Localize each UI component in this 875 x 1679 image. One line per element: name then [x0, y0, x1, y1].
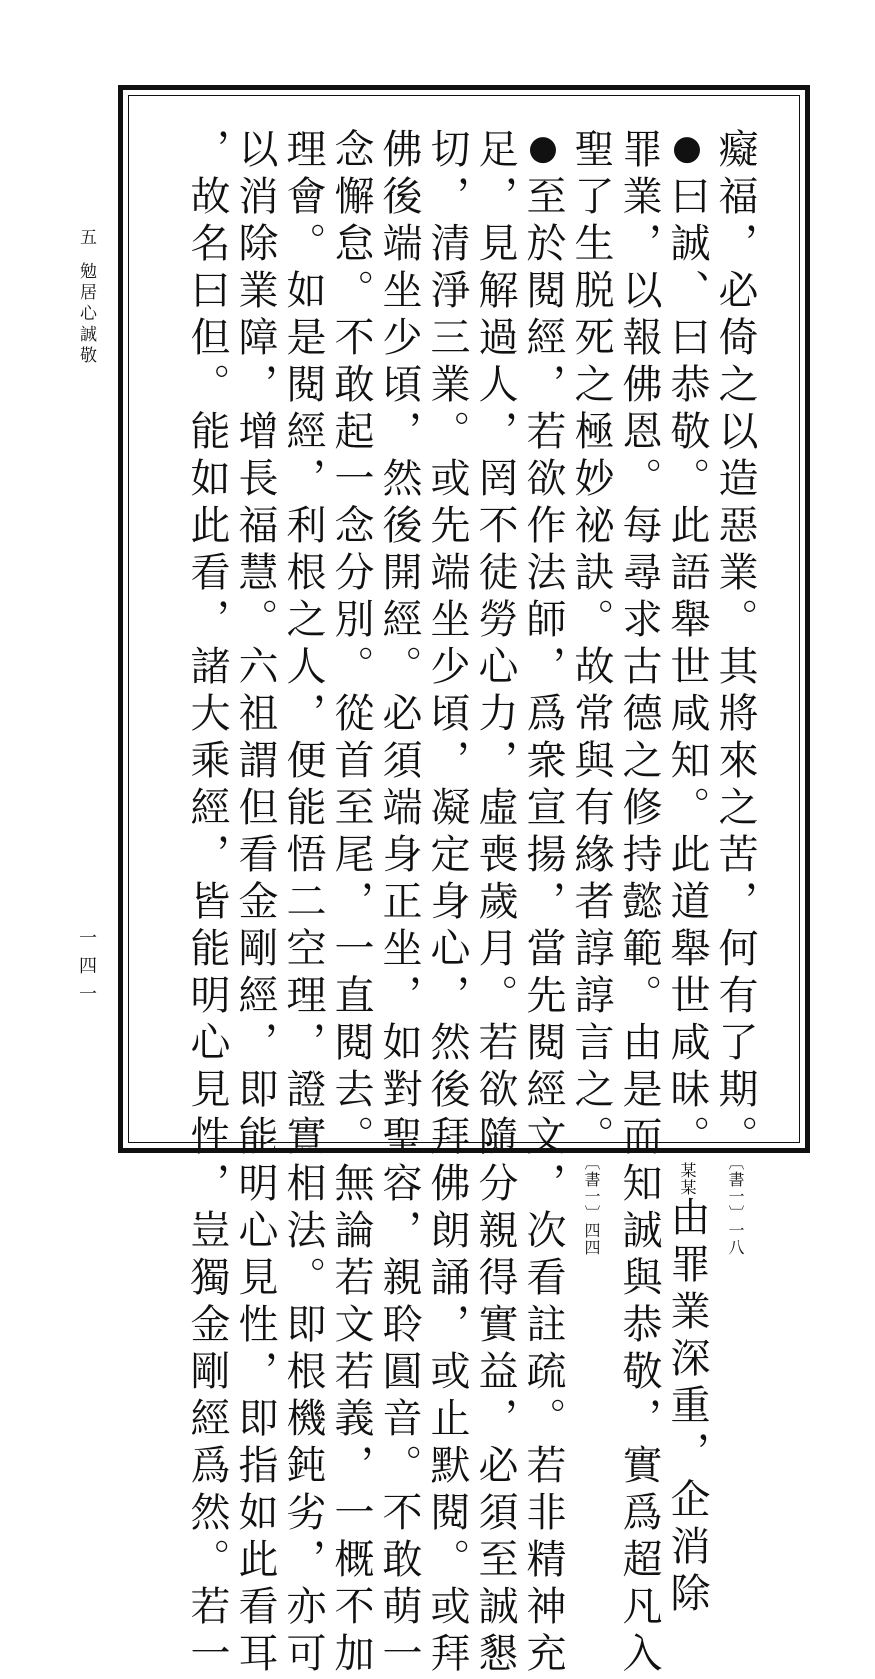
source-note: 〔書一〕四四	[582, 1162, 601, 1256]
text-column-7	[422, 128, 472, 1679]
text-column-5	[518, 128, 568, 1679]
text-column-6	[470, 128, 520, 1679]
column-text: 聖了生脱死之極妙祕訣。故常與有緣者諄諄言之。	[568, 128, 614, 1162]
column-text: 切，清淨三業。或先端坐少頃，凝定身心，然後拜佛朗誦，或止默閱。或拜	[424, 128, 470, 1679]
text-column-10	[278, 128, 328, 1679]
text-column-1	[710, 128, 760, 1256]
chapter-title: 勉居心誠敬	[76, 262, 96, 367]
page-number: 一四一	[76, 928, 97, 1012]
column-text: 以消除業障，增長福慧。六祖謂但看金剛經，即能明心見性，即指如此看耳	[232, 128, 278, 1679]
source-note: 〔書一〕一八	[726, 1162, 745, 1256]
text-column-12	[182, 128, 232, 1679]
column-text: 曰誠、曰恭敬。此語舉世咸知。此道舉世咸昧。	[664, 175, 710, 1162]
column-text: 足，見解過人，罔不徒勞心力，虛喪歲月。若欲隨分親得實益，必須至誠懇	[472, 128, 518, 1679]
bullet-icon: ●	[523, 128, 563, 175]
column-text: 理會。如是閱經，利根之人，便能悟二空理，證實相法。即根機鈍劣，亦可	[280, 128, 326, 1679]
text-column-9	[326, 128, 376, 1679]
column-text: ，故名曰但。能如此看，諸大乘經，皆能明心見性，豈獨金剛經爲然。若一	[184, 128, 230, 1679]
column-text: 罪業，以報佛恩。每尋求古德之修持懿範。由是而知誠與恭敬，實爲超凡入	[616, 128, 662, 1679]
column-text: 至於閱經，若欲作法師，爲衆宣揚，當先閱經文，次看註疏。若非精神充	[520, 175, 566, 1679]
column-text: 佛後端坐少頃，然後開經。必須端身正坐，如對聖容，親聆圓音。不敢萌一	[376, 128, 422, 1679]
column-text: 念懈怠。不敢起一念分別。從首至尾，一直閱去。無論若文若義，一概不加	[328, 128, 374, 1679]
text-column-2	[662, 128, 712, 1619]
text-column-3	[614, 128, 664, 1679]
bullet-icon: ●	[667, 128, 707, 175]
text-column-4	[566, 128, 616, 1256]
column-text-continued: 由罪業深重，企消除	[664, 1196, 710, 1619]
chapter-number: 五	[76, 228, 96, 249]
text-column-11	[230, 128, 280, 1679]
text-column-8	[374, 128, 424, 1679]
inline-note: 某某	[678, 1162, 697, 1196]
column-text: 癡福，必倚之以造惡業。其將來之苦，何有了期。	[712, 128, 758, 1162]
